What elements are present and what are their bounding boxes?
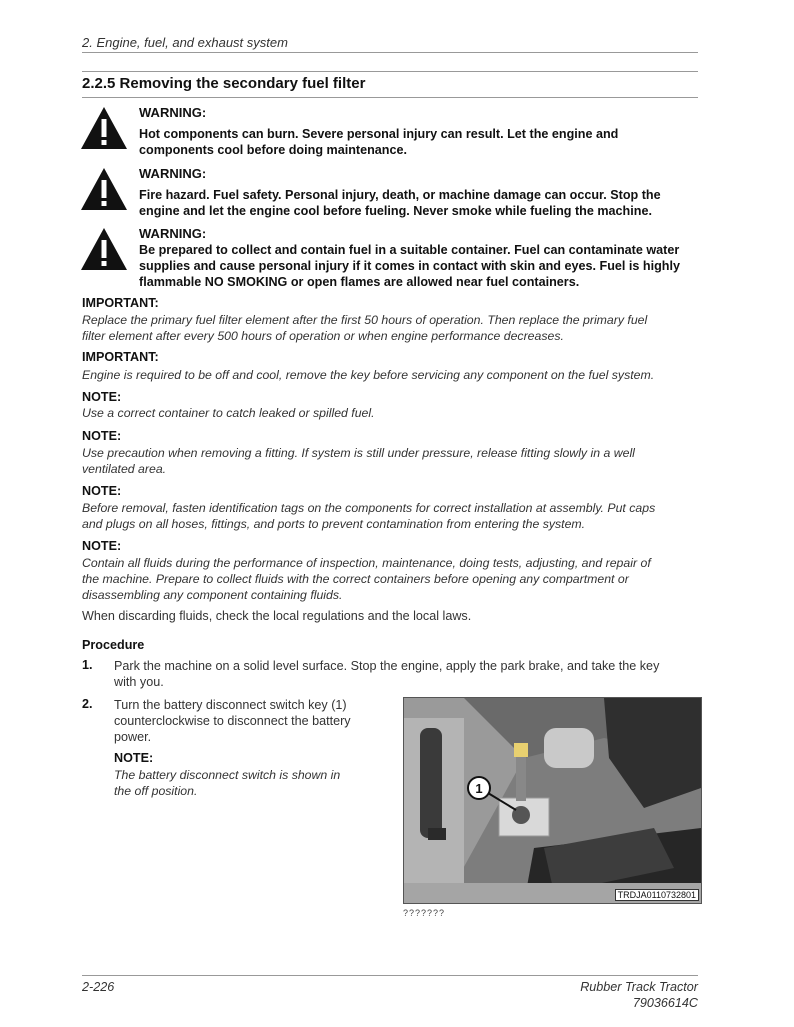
step-number: 2. bbox=[82, 697, 93, 711]
warning-text: Hot components can burn. Severe personal injury can result. Let the engine and components cool before doing maintenance. bbox=[139, 127, 619, 157]
battery-switch-photo bbox=[403, 697, 702, 904]
note-title: NOTE: bbox=[82, 390, 122, 404]
important-text: Engine is required to be off and cool, remove the key before servicing any component on the fuel system. bbox=[82, 368, 655, 382]
warning-triangle-icon bbox=[80, 167, 128, 211]
warning-title: WARNING: bbox=[139, 166, 207, 181]
step-text: Park the machine on a solid level surface. Stop the engine, apply the park brake, and take the key with you. bbox=[114, 659, 660, 689]
note-title: NOTE: bbox=[82, 539, 122, 553]
warning-triangle-icon bbox=[80, 227, 128, 271]
note-text: Use a correct container to catch leaked or spilled fuel. bbox=[82, 406, 375, 420]
procedure-title: Procedure bbox=[82, 638, 145, 652]
section-title: 2.2.5 Removing the secondary fuel filter bbox=[82, 75, 366, 92]
step-note-text: The battery disconnect switch is shown in the off position. bbox=[114, 768, 341, 798]
doc-number: 79036614C bbox=[632, 996, 698, 1010]
callout-number: 1 bbox=[475, 781, 483, 796]
important-title: IMPORTANT: bbox=[82, 350, 159, 364]
figure-code: TRDJA0110732801 bbox=[615, 889, 699, 901]
discard-text: When discarding fluids, check the local regulations and the local laws. bbox=[82, 609, 472, 623]
footer-rule bbox=[82, 975, 698, 976]
product-name: Rubber Track Tractor bbox=[580, 980, 698, 994]
figure-caption: ??????? bbox=[403, 908, 446, 918]
section-title-rule bbox=[82, 97, 698, 98]
note-text: Before removal, fasten identification tags on the components for correct installation at assembly. Put caps and plugs on all hoses, fittings, and ports to prevent contamination from entering the system. bbox=[82, 501, 656, 531]
page-number: 2-226 bbox=[82, 980, 115, 994]
step-text: Turn the battery disconnect switch key (1) counterclockwise to disconnect the battery power. bbox=[114, 698, 351, 744]
chapter-header: 2. Engine, fuel, and exhaust system bbox=[82, 35, 288, 50]
warning-text: Be prepared to collect and contain fuel in a suitable container. Fuel can contaminate water supplies and cause personal injury if it comes in contact with skin and eyes. Fuel is highly flammable NO SMOKING or open flames are allowed near fuel containers. bbox=[139, 243, 680, 289]
note-title: NOTE: bbox=[82, 429, 122, 443]
warning-title: WARNING: bbox=[139, 226, 207, 241]
note-text: Contain all fluids during the performance of inspection, maintenance, doing tests, adjusting, and repair of the machine. Prepare to collect fluids with the correct containers before opening any compartment or disassembling any component containing fluids. bbox=[82, 556, 651, 602]
step-number: 1. bbox=[82, 658, 93, 672]
step-note-title: NOTE: bbox=[114, 751, 154, 765]
note-text: Use precaution when removing a fitting. If system is still under pressure, release fitting slowly in a well ventilated area. bbox=[82, 446, 635, 476]
warning-triangle-icon bbox=[80, 106, 128, 150]
section-rule bbox=[82, 71, 698, 72]
important-text: Replace the primary fuel filter element after the first 50 hours of operation. Then replace the primary fuel filter element after every 500 hours of operation or when engine performance decreases. bbox=[82, 313, 648, 343]
note-title: NOTE: bbox=[82, 484, 122, 498]
warning-text: Fire hazard. Fuel safety. Personal injury, death, or machine damage can occur. Stop the engine and let the engine cool before fueling. Never smoke while fueling the machine. bbox=[139, 188, 661, 218]
header-rule bbox=[82, 52, 698, 53]
important-title: IMPORTANT: bbox=[82, 296, 159, 310]
warning-title: WARNING: bbox=[139, 105, 207, 120]
